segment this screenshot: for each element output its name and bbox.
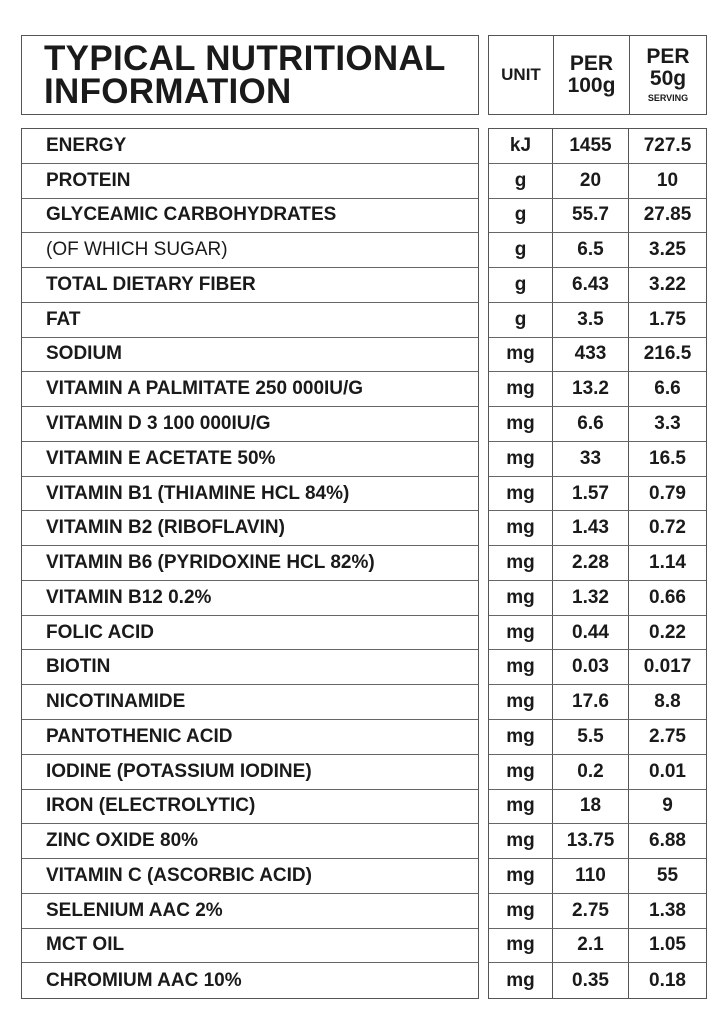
per-100g-cell: 13.2 <box>553 372 629 406</box>
unit-cell: mg <box>489 963 553 998</box>
per-50g-cell: 0.79 <box>649 482 686 504</box>
unit-cell: mg <box>489 407 553 441</box>
per-100g-cell: 6.43 <box>553 268 629 302</box>
per-50g-cell: 0.01 <box>649 760 686 782</box>
per-50g-cell: 1.38 <box>649 899 686 921</box>
per-100g-cell: 2.75 <box>553 894 629 928</box>
header-per-50g-serving <box>629 36 706 114</box>
table-row <box>489 546 706 581</box>
nutrient-name: VITAMIN B12 0.2% <box>22 581 478 616</box>
per-100g-cell: 1455 <box>553 129 629 163</box>
per-100g-cell: 6.5 <box>553 233 629 267</box>
nutrient-names-table <box>21 128 479 999</box>
per-50g-cell: 1.75 <box>649 308 686 330</box>
nutrient-name: VITAMIN C (ASCORBIC ACID) <box>22 859 478 894</box>
table-row <box>489 477 706 512</box>
table-row <box>489 929 706 964</box>
nutrient-name: NICOTINAMIDE <box>22 685 478 720</box>
header-unit-label: UNIT <box>501 65 541 84</box>
header-unit <box>489 36 553 114</box>
unit-cell: mg <box>489 650 553 684</box>
title-box <box>21 35 479 115</box>
nutrient-name: TOTAL DIETARY FIBER <box>22 268 478 303</box>
per-100g-cell: 2.1 <box>553 929 629 963</box>
per-100g-cell: 1.43 <box>553 511 629 545</box>
per-50g-cell: 0.18 <box>649 969 686 991</box>
unit-cell: mg <box>489 894 553 928</box>
per-50g-cell: 0.017 <box>643 656 692 678</box>
unit-cell: mg <box>489 511 553 545</box>
per-50g-cell: 0.72 <box>649 517 686 539</box>
unit-cell: g <box>489 199 553 233</box>
table-row <box>489 685 706 720</box>
per-50g-cell: 3.3 <box>654 413 681 434</box>
unit-cell: mg <box>489 720 553 754</box>
per-50g-cell: 1.05 <box>649 934 686 956</box>
nutrient-name: IRON (ELECTROLYTIC) <box>22 790 478 825</box>
unit-cell: mg <box>489 755 553 789</box>
unit-cell: kJ <box>489 129 553 163</box>
per-50g-cell: 1.14 <box>649 552 686 574</box>
nutrient-name: SELENIUM AAC 2% <box>22 894 478 929</box>
table-row <box>489 407 706 442</box>
nutrient-name: CHROMIUM AAC 10% <box>46 969 242 991</box>
table-row <box>489 963 706 998</box>
nutrient-name: VITAMIN D 3 100 000IU/G <box>22 407 478 442</box>
header-per-50g-line1: PER <box>646 45 690 68</box>
per-100g-cell: 0.35 <box>553 963 629 998</box>
per-50g-cell: 10 <box>656 169 679 191</box>
per-100g-cell: 1.32 <box>553 581 629 615</box>
per-100g-cell: 5.5 <box>553 720 629 754</box>
per-50g-cell: 27.85 <box>643 204 692 226</box>
unit-cell: mg <box>489 477 553 511</box>
per-100g-cell: 17.6 <box>553 685 629 719</box>
per-100g-cell: 0.44 <box>553 616 629 650</box>
per-50g-cell: 9 <box>662 795 673 817</box>
nutrient-name: PROTEIN <box>22 164 478 199</box>
nutrient-name: FOLIC ACID <box>22 616 478 651</box>
per-100g-cell: 20 <box>553 164 629 198</box>
nutrient-name: PANTOTHENIC ACID <box>22 720 478 755</box>
per-100g-cell: 0.03 <box>553 650 629 684</box>
unit-cell: mg <box>489 442 553 476</box>
per-50g-cell: 3.25 <box>649 239 686 261</box>
table-row <box>489 650 706 685</box>
table-row <box>489 581 706 616</box>
table-row <box>489 790 706 825</box>
header-per-50g-line3: SERVING <box>647 93 689 103</box>
nutrient-name: (OF WHICH SUGAR) <box>22 233 478 268</box>
unit-cell: mg <box>489 338 553 372</box>
unit-cell: mg <box>489 859 553 893</box>
unit-cell: mg <box>489 824 553 858</box>
unit-cell: mg <box>489 929 553 963</box>
per-50g-cell: 6.6 <box>654 378 681 400</box>
nutrient-name: VITAMIN A PALMITATE 250 000IU/G <box>22 372 478 407</box>
table-row <box>489 616 706 651</box>
table-row <box>489 199 706 234</box>
per-100g-cell: 3.5 <box>553 303 629 337</box>
per-100g-cell: 110 <box>553 859 629 893</box>
table-row <box>489 511 706 546</box>
per-50g-cell: 2.75 <box>649 725 686 747</box>
table-row <box>489 755 706 790</box>
table-row <box>489 303 706 338</box>
column-headers <box>488 35 707 115</box>
per-100g-cell: 55.7 <box>553 199 629 233</box>
header-per-100g <box>553 36 629 114</box>
nutrient-name: VITAMIN E ACETATE 50% <box>22 442 478 477</box>
unit-cell: mg <box>489 372 553 406</box>
per-50g-cell: 8.8 <box>654 691 681 713</box>
per-100g-cell: 1.57 <box>553 477 629 511</box>
per-100g-cell: 433 <box>553 338 629 372</box>
per-100g-cell: 13.75 <box>553 824 629 858</box>
unit-cell: g <box>489 164 553 198</box>
nutrient-name: FAT <box>22 303 478 338</box>
nutrient-name: ENERGY <box>22 129 478 164</box>
table-row <box>489 372 706 407</box>
per-50g-cell: 16.5 <box>649 447 686 469</box>
per-50g-cell: 0.66 <box>649 586 686 608</box>
nutrient-name: ZINC OXIDE 80% <box>22 824 478 859</box>
nutrient-name: BIOTIN <box>22 650 478 685</box>
table-row <box>489 338 706 373</box>
nutrient-value-list <box>489 129 706 998</box>
per-50g-cell: 216.5 <box>643 343 692 365</box>
nutrient-values-table <box>488 128 707 999</box>
unit-cell: g <box>489 268 553 302</box>
table-row <box>489 720 706 755</box>
header-per-100g-line1: PER <box>569 52 614 75</box>
per-100g-cell: 0.2 <box>553 755 629 789</box>
table-row <box>489 824 706 859</box>
table-row <box>489 164 706 199</box>
per-100g-cell: 6.6 <box>553 407 629 441</box>
table-row <box>489 129 706 164</box>
unit-cell: mg <box>489 685 553 719</box>
unit-cell: mg <box>489 616 553 650</box>
per-100g-cell: 2.28 <box>553 546 629 580</box>
table-row <box>489 894 706 929</box>
header-per-50g-line2: 50g <box>649 67 687 90</box>
unit-cell: mg <box>489 790 553 824</box>
per-50g-cell: 0.22 <box>649 621 686 643</box>
nutrient-name: VITAMIN B1 (THIAMINE HCL 84%) <box>22 477 478 512</box>
per-100g-cell: 18 <box>553 790 629 824</box>
unit-cell: mg <box>489 581 553 615</box>
nutrient-name-list <box>22 129 478 998</box>
nutrient-name: VITAMIN B2 (RIBOFLAVIN) <box>22 511 478 546</box>
per-50g-cell: 727.5 <box>643 134 692 156</box>
nutrient-name: IODINE (POTASSIUM IODINE) <box>22 755 478 790</box>
per-50g-cell: 3.22 <box>649 273 686 295</box>
nutrient-name: VITAMIN B6 (PYRIDOXINE HCL 82%) <box>22 546 478 581</box>
page-title: TYPICAL NUTRITIONAL INFORMATION <box>44 39 446 111</box>
table-row <box>489 859 706 894</box>
unit-cell: mg <box>489 546 553 580</box>
table-row <box>489 268 706 303</box>
header-per-100g-line2: 100g <box>567 74 616 97</box>
nutrient-name: SODIUM <box>22 338 478 373</box>
table-row <box>489 442 706 477</box>
per-50g-cell: 55 <box>656 864 679 886</box>
per-50g-cell: 6.88 <box>649 830 686 852</box>
nutrient-name: GLYCEAMIC CARBOHYDRATES <box>22 199 478 234</box>
unit-cell: g <box>489 303 553 337</box>
table-row <box>489 233 706 268</box>
unit-cell: g <box>489 233 553 267</box>
per-100g-cell: 33 <box>553 442 629 476</box>
nutrient-name: MCT OIL <box>22 929 478 964</box>
